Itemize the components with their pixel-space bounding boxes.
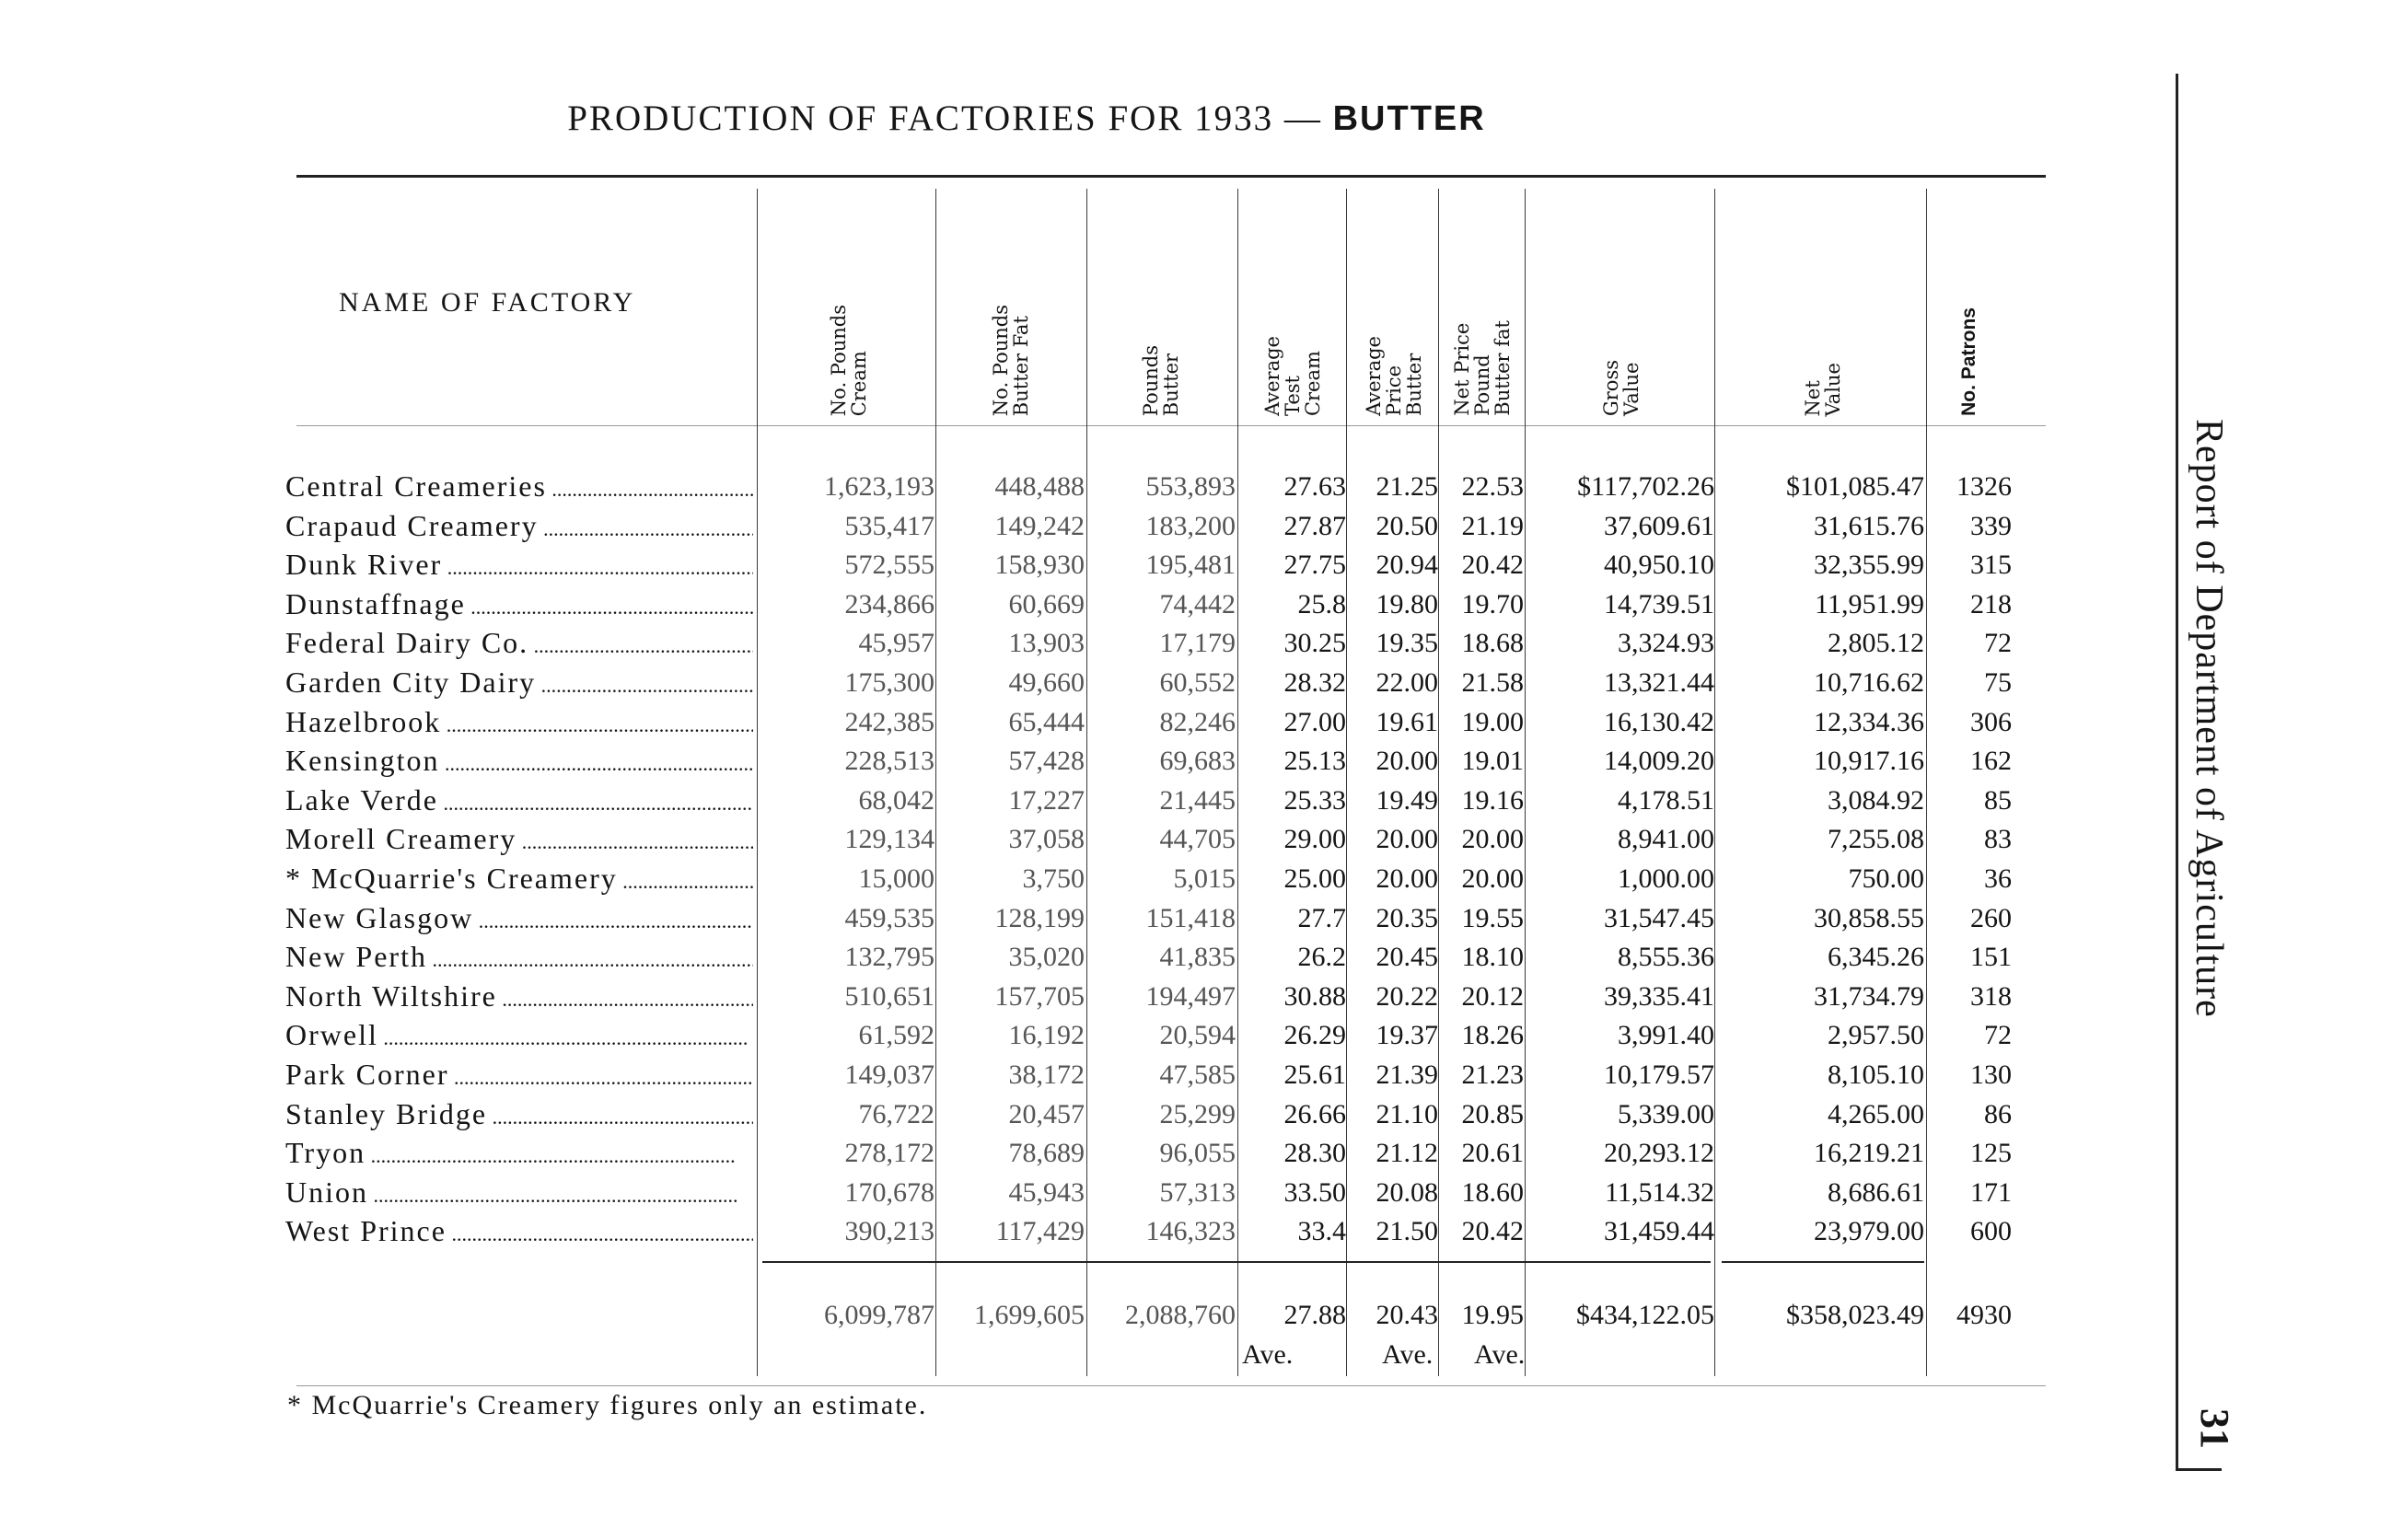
total-cell: 4930 — [1956, 1300, 2012, 1330]
totals-rule — [762, 1261, 1711, 1263]
table-cell: 20.42 — [1461, 1216, 1524, 1247]
table-cell: 18.26 — [1461, 1020, 1524, 1051]
table-cell: 20.85 — [1461, 1098, 1524, 1129]
table-cell: 17,179 — [1159, 628, 1236, 659]
factory-name: New Glasgow ..... — [285, 901, 753, 935]
table-cell: 228,513 — [844, 746, 934, 777]
factory-name: Stanley Bridge ..... — [285, 1097, 753, 1131]
column-header-label: Pounds Butter — [1140, 344, 1182, 416]
factory-name: Crapaud Creamery ..... — [285, 509, 753, 543]
column-header-9 — [1927, 203, 2012, 416]
factory-name: Lake Verde ..... — [285, 783, 753, 817]
table-cell: 16,130.42 — [1604, 706, 1714, 737]
table-cell: 31,459.44 — [1604, 1216, 1714, 1247]
table-cell: 75 — [1984, 667, 2012, 698]
table-cell: 25.13 — [1283, 746, 1346, 777]
table-row — [285, 1212, 2035, 1251]
table-row — [285, 507, 2035, 546]
table-row — [285, 1095, 2035, 1134]
table-cell: 22.00 — [1376, 667, 1438, 698]
table-cell: 218 — [1970, 588, 2012, 619]
table-cell: 57,428 — [1008, 746, 1085, 777]
table-cell: 16,192 — [1008, 1020, 1085, 1051]
column-header-7 — [1528, 203, 1714, 416]
page-title-bold: BUTTER — [1332, 99, 1486, 138]
table-cell: 19.49 — [1376, 784, 1438, 816]
total-cell: 2,088,760 — [1125, 1300, 1236, 1330]
table-cell: 20.12 — [1461, 980, 1524, 1012]
table-cell: 31,547.45 — [1604, 902, 1714, 933]
column-header-label: Gross Value — [1600, 359, 1643, 416]
column-header-1 — [762, 203, 934, 416]
page-number: 31 — [2192, 1408, 2237, 1449]
table-cell: 8,686.61 — [1828, 1176, 1924, 1208]
table-row — [285, 546, 2035, 585]
table-cell: 25.00 — [1283, 863, 1346, 894]
table-cell: 19.70 — [1461, 588, 1524, 619]
table-cell: 306 — [1970, 706, 2012, 737]
table-cell: 19.55 — [1461, 902, 1524, 933]
table-row — [285, 899, 2035, 938]
table-cell: 69,683 — [1159, 746, 1236, 777]
table-cell: 26.66 — [1283, 1098, 1346, 1129]
page-title — [0, 98, 2053, 139]
table-cell: 19.16 — [1461, 784, 1524, 816]
column-header-label: Net Value — [1802, 362, 1844, 416]
table-cell: 171 — [1970, 1176, 2012, 1208]
table-cell: 132,795 — [844, 942, 934, 973]
table-cell: 19.35 — [1376, 628, 1438, 659]
factory-name: Orwell ..... — [285, 1018, 753, 1052]
table-cell: 20.00 — [1376, 824, 1438, 855]
table-cell: 20.94 — [1376, 550, 1438, 581]
factory-name: Garden City Dairy ..... — [285, 666, 753, 700]
table-cell: 1,623,193 — [824, 471, 934, 502]
table-cell: 21.19 — [1461, 510, 1524, 541]
table-cell: 1326 — [1956, 471, 2012, 502]
table-cell: 18.10 — [1461, 942, 1524, 973]
table-cell: 158,930 — [994, 550, 1085, 581]
table-cell: 8,941.00 — [1618, 824, 1714, 855]
table-cell: 20.00 — [1461, 863, 1524, 894]
table-cell: 117,429 — [995, 1216, 1085, 1247]
table-row — [285, 820, 2035, 859]
table-cell: 8,105.10 — [1828, 1059, 1924, 1090]
total-cell: 19.95 — [1461, 1300, 1524, 1330]
factory-name: * McQuarrie's Creamery ..... — [285, 862, 753, 896]
table-cell: 20,293.12 — [1604, 1138, 1714, 1169]
table-row — [285, 782, 2035, 820]
table-cell: 20,457 — [1008, 1098, 1085, 1129]
table-cell: 96,055 — [1159, 1138, 1236, 1169]
table-cell: 146,323 — [1145, 1216, 1236, 1247]
table-cell: 315 — [1970, 550, 2012, 581]
table-cell: 12,334.36 — [1814, 706, 1924, 737]
table-cell: 25,299 — [1159, 1098, 1236, 1129]
column-header-label: No. Pounds Cream — [827, 304, 870, 416]
table-cell: 21.23 — [1461, 1059, 1524, 1090]
factory-name: Federal Dairy Co. ..... — [285, 626, 753, 660]
factory-name: Central Creameries ..... — [285, 469, 753, 504]
table-row — [285, 742, 2035, 781]
table-row — [285, 1174, 2035, 1212]
table-cell: 20.22 — [1376, 980, 1438, 1012]
table-cell: 83 — [1984, 824, 2012, 855]
table-cell: 38,172 — [1008, 1059, 1085, 1090]
table-cell: 175,300 — [844, 667, 934, 698]
table-cell: 1,000.00 — [1618, 863, 1714, 894]
table-cell: 234,866 — [844, 588, 934, 619]
table-row — [285, 1056, 2035, 1094]
table-cell: 3,324.93 — [1618, 628, 1714, 659]
factory-name: Kensington ..... — [285, 744, 753, 778]
table-cell: 26.29 — [1283, 1020, 1346, 1051]
table-cell: 14,009.20 — [1604, 746, 1714, 777]
table-row — [285, 1016, 2035, 1055]
table-cell: 86 — [1984, 1098, 2012, 1129]
table-cell: 72 — [1984, 628, 2012, 659]
table-cell: 14,739.51 — [1604, 588, 1714, 619]
table-cell: 78,689 — [1008, 1138, 1085, 1169]
table-row — [285, 938, 2035, 977]
table-cell: 4,178.51 — [1618, 784, 1714, 816]
column-header-3 — [1086, 203, 1236, 416]
total-cell: 1,699,605 — [974, 1300, 1085, 1330]
table-cell: 20.61 — [1461, 1138, 1524, 1169]
table-cell: 11,951.99 — [1815, 588, 1924, 619]
table-cell: 10,179.57 — [1604, 1059, 1714, 1090]
total-cell: 27.88 — [1283, 1300, 1346, 1330]
table-cell: 600 — [1970, 1216, 2012, 1247]
table-cell: 17,227 — [1008, 784, 1085, 816]
table-cell: 82,246 — [1159, 706, 1236, 737]
table-cell: 3,084.92 — [1828, 784, 1924, 816]
table-cell: 25.61 — [1283, 1059, 1346, 1090]
table-cell: 27.75 — [1283, 550, 1346, 581]
table-cell: $117,702.26 — [1577, 471, 1714, 502]
table-cell: 318 — [1970, 980, 2012, 1012]
table-cell: 278,172 — [844, 1138, 934, 1169]
table-cell: 21.39 — [1376, 1059, 1438, 1090]
table-row — [285, 978, 2035, 1016]
table-cell: 242,385 — [844, 706, 934, 737]
table-cell: 19.01 — [1461, 746, 1524, 777]
table-cell: 128,199 — [994, 902, 1085, 933]
column-header-label: Average Test Cream — [1260, 335, 1324, 416]
table-cell: 20.35 — [1376, 902, 1438, 933]
table-cell: 22.53 — [1461, 471, 1524, 502]
table-cell: 32,355.99 — [1814, 550, 1924, 581]
table-cell: 390,213 — [844, 1216, 934, 1247]
table-cell: 149,242 — [994, 510, 1085, 541]
factory-name: Morell Creamery ..... — [285, 822, 753, 856]
table-cell: 36 — [1984, 863, 2012, 894]
table-cell: 37,609.61 — [1604, 510, 1714, 541]
table-cell: 21.50 — [1376, 1216, 1438, 1247]
table-cell: 130 — [1970, 1059, 2012, 1090]
table-cell: 129,134 — [844, 824, 934, 855]
table-cell: 19.37 — [1376, 1020, 1438, 1051]
table-cell: 3,750 — [1022, 863, 1085, 894]
table-cell: 20,594 — [1159, 1020, 1236, 1051]
average-label: Ave. — [1382, 1339, 1434, 1370]
table-cell: 19.80 — [1376, 588, 1438, 619]
table-cell: 149,037 — [844, 1059, 934, 1090]
table-cell: 2,805.12 — [1828, 628, 1924, 659]
table-cell: 23,979.00 — [1814, 1216, 1924, 1247]
totals-rule — [1722, 1261, 1924, 1263]
table-cell: 13,903 — [1008, 628, 1085, 659]
table-cell: 553,893 — [1145, 471, 1236, 502]
table-cell: 750.00 — [1848, 863, 1924, 894]
table-cell: 27.00 — [1283, 706, 1346, 737]
table-cell: 37,058 — [1008, 824, 1085, 855]
table-cell: 10,716.62 — [1814, 667, 1924, 698]
table-cell: 459,535 — [844, 902, 934, 933]
table-cell: 21.25 — [1376, 471, 1438, 502]
table-cell: 39,335.41 — [1604, 980, 1714, 1012]
table-cell: 26.2 — [1297, 942, 1346, 973]
table-row — [285, 624, 2035, 663]
table-cell: 20.45 — [1376, 942, 1438, 973]
table-cell: 61,592 — [858, 1020, 934, 1051]
table-cell: 41,835 — [1159, 942, 1236, 973]
average-label: Ave. — [1242, 1339, 1294, 1370]
table-cell: 2,957.50 — [1828, 1020, 1924, 1051]
table-cell: 151 — [1970, 942, 2012, 973]
table-cell: 21.58 — [1461, 667, 1524, 698]
table-cell: 21,445 — [1159, 784, 1236, 816]
table-cell: 31,734.79 — [1814, 980, 1924, 1012]
table-cell: 20.00 — [1376, 863, 1438, 894]
bottom-rule — [296, 1385, 2046, 1386]
column-header-label: No. Pounds Butter Fat — [990, 304, 1032, 416]
factory-name: Tryon ..... — [285, 1136, 753, 1170]
table-cell: 19.00 — [1461, 706, 1524, 737]
table-cell: 8,555.36 — [1618, 942, 1714, 973]
column-header-8 — [1722, 203, 1924, 416]
table-cell: 20.42 — [1461, 550, 1524, 581]
table-cell: 3,991.40 — [1618, 1020, 1714, 1051]
table-cell: 29.00 — [1283, 824, 1346, 855]
table-cell: 28.32 — [1283, 667, 1346, 698]
table-cell: 151,418 — [1145, 902, 1236, 933]
table-cell: 20.50 — [1376, 510, 1438, 541]
table-cell: 7,255.08 — [1828, 824, 1924, 855]
total-cell: 20.43 — [1376, 1300, 1438, 1330]
table-cell: 157,705 — [994, 980, 1085, 1012]
table-cell: 76,722 — [858, 1098, 934, 1129]
table-cell: 31,615.76 — [1814, 510, 1924, 541]
table-cell: 21.12 — [1376, 1138, 1438, 1169]
table-cell: 21.10 — [1376, 1098, 1438, 1129]
table-cell: 11,514.32 — [1605, 1176, 1714, 1208]
table-cell: 5,339.00 — [1618, 1098, 1714, 1129]
name-of-factory-header: NAME OF FACTORY — [339, 287, 636, 318]
column-header-label: Average Price Butter — [1362, 335, 1425, 416]
table-cell: 20.00 — [1376, 746, 1438, 777]
table-cell: 183,200 — [1145, 510, 1236, 541]
table-cell: 44,705 — [1159, 824, 1236, 855]
table-cell: 47,585 — [1159, 1059, 1236, 1090]
column-header-2 — [937, 203, 1085, 416]
factory-name: North Wiltshire ..... — [285, 979, 753, 1013]
table-row — [285, 585, 2035, 624]
average-label: Ave. — [1474, 1339, 1526, 1370]
page-title-main: PRODUCTION OF FACTORIES FOR 1933 — — [567, 98, 1322, 138]
table-row — [285, 703, 2035, 742]
table-cell: 20.08 — [1376, 1176, 1438, 1208]
table-cell: 33.4 — [1297, 1216, 1346, 1247]
column-header-4 — [1238, 203, 1346, 416]
table-cell: 28.30 — [1283, 1138, 1346, 1169]
table-cell: 260 — [1970, 902, 2012, 933]
table-cell: 35,020 — [1008, 942, 1085, 973]
table-cell: 27.87 — [1283, 510, 1346, 541]
footnote: * McQuarrie's Creamery figures only an estimate. — [287, 1390, 928, 1420]
total-cell: 6,099,787 — [824, 1300, 934, 1330]
table-cell: 40,950.10 — [1604, 550, 1714, 581]
table-row — [285, 664, 2035, 702]
table-cell: 572,555 — [844, 550, 934, 581]
table-cell: 448,488 — [994, 471, 1085, 502]
table-cell: 65,444 — [1008, 706, 1085, 737]
table-cell: 27.7 — [1297, 902, 1346, 933]
table-cell: 6,345.26 — [1828, 942, 1924, 973]
total-cell: $358,023.49 — [1786, 1300, 1924, 1330]
table-cell: 25.8 — [1297, 588, 1346, 619]
table-cell: 57,313 — [1159, 1176, 1236, 1208]
table-cell: 16,219.21 — [1814, 1138, 1924, 1169]
factory-name: Dunk River ..... — [285, 548, 753, 582]
side-rule — [2176, 74, 2178, 1468]
table-row — [285, 860, 2035, 898]
table-cell: 27.63 — [1283, 471, 1346, 502]
table-cell: 194,497 — [1145, 980, 1236, 1012]
factory-name: Park Corner ..... — [285, 1058, 753, 1092]
table-cell: 45,957 — [858, 628, 934, 659]
side-tick-rule — [2176, 1468, 2222, 1471]
table-cell: 85 — [1984, 784, 2012, 816]
table-cell: 18.68 — [1461, 628, 1524, 659]
table-cell: 162 — [1970, 746, 2012, 777]
factory-name: Union ..... — [285, 1175, 753, 1210]
table-cell: 4,265.00 — [1828, 1098, 1924, 1129]
table-cell: 195,481 — [1145, 550, 1236, 581]
table-row — [285, 1134, 2035, 1173]
table-cell: 49,660 — [1008, 667, 1085, 698]
side-running-head: Report of Department of Agriculture — [2188, 419, 2230, 1018]
table-cell: 170,678 — [844, 1176, 934, 1208]
factory-name: West Prince ..... — [285, 1214, 753, 1248]
table-cell: 125 — [1970, 1138, 2012, 1169]
table-cell: 20.00 — [1461, 824, 1524, 855]
factory-name: Hazelbrook ..... — [285, 705, 753, 739]
table-cell: 10,917.16 — [1814, 746, 1924, 777]
column-header-label: No. Patrons — [1958, 307, 1979, 416]
table-cell: 25.33 — [1283, 784, 1346, 816]
title-rule — [296, 175, 2046, 178]
table-cell: 60,669 — [1008, 588, 1085, 619]
table-cell: 339 — [1970, 510, 2012, 541]
factory-name: New Perth ..... — [285, 940, 753, 974]
table-cell: 60,552 — [1159, 667, 1236, 698]
table-cell: 535,417 — [844, 510, 934, 541]
table-cell: 30.25 — [1283, 628, 1346, 659]
column-header-6 — [1441, 203, 1524, 416]
header-rule — [296, 425, 2046, 426]
table-cell: 19.61 — [1376, 706, 1438, 737]
table-cell: 30.88 — [1283, 980, 1346, 1012]
table-cell: 45,943 — [1008, 1176, 1085, 1208]
table-row — [285, 468, 2035, 506]
total-cell: $434,122.05 — [1576, 1300, 1714, 1330]
table-cell: 13,321.44 — [1604, 667, 1714, 698]
table-cell: 74,442 — [1159, 588, 1236, 619]
table-cell: 15,000 — [858, 863, 934, 894]
table-cell: $101,085.47 — [1786, 471, 1924, 502]
column-header-5 — [1349, 203, 1438, 416]
factory-name: Dunstaffnage ..... — [285, 587, 753, 621]
table-cell: 33.50 — [1283, 1176, 1346, 1208]
table-cell: 510,651 — [844, 980, 934, 1012]
table-cell: 72 — [1984, 1020, 2012, 1051]
table-cell: 5,015 — [1173, 863, 1236, 894]
table-cell: 30,858.55 — [1814, 902, 1924, 933]
table-cell: 68,042 — [858, 784, 934, 816]
column-header-label: Net Price Pound Butter fat — [1451, 320, 1514, 416]
table-cell: 18.60 — [1461, 1176, 1524, 1208]
